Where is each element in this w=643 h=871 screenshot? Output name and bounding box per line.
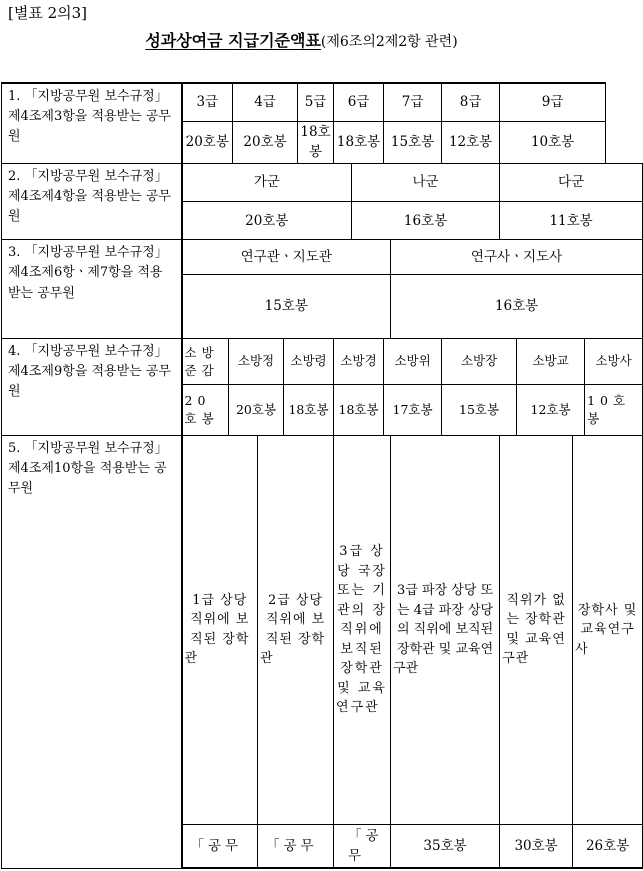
edu-post-2: 2급 상당 직위에 보직된 장학관 (258, 435, 334, 824)
fire-rank-7-value: 12호봉 (517, 385, 585, 435)
row1-label: 1. 「지방공무원 보수규정」 제4조제3항을 적용받는 공무원 (2, 83, 182, 163)
edu-post-1-value: 「공무 (182, 825, 258, 868)
group-na-value: 16호봉 (352, 201, 500, 239)
grade-5: 5급 (298, 83, 334, 121)
fire-rank-5: 소방위 (384, 339, 442, 385)
document-title-line (0, 28, 603, 51)
group-da: 다군 (500, 163, 643, 201)
fire-rank-6-value: 15호봉 (442, 385, 517, 435)
fire-rank-4: 소방경 (334, 339, 384, 385)
document-title: 성과상여금 지급기준액표 (145, 31, 321, 50)
edu-post-3: 3급 상당 국장 또는 기관의 장 직위에 보직된 장학관 및 교육연구관 (334, 435, 391, 824)
row3-header (2, 240, 643, 274)
fire-rank-7: 소방교 (517, 339, 585, 385)
edu-post-5: 직위가 없는 장학관 및 교육연구관 (500, 435, 573, 824)
grade-9-value: 10호봉 (500, 121, 606, 163)
edu-post-4-value: 35호봉 (391, 825, 500, 868)
grade-9: 9급 (500, 83, 606, 121)
fire-rank-2-value: 20호봉 (229, 385, 284, 435)
row4-label: 4. 「지방공무원 보수규정」 제4조제9항을 적용받는 공무원 (2, 339, 182, 436)
researcher-senior: 연구관ㆍ지도관 (182, 240, 391, 274)
grade-6-value: 18호봉 (334, 121, 384, 163)
group-na: 나군 (352, 163, 500, 201)
grade-3-value: 20호봉 (182, 121, 233, 163)
edu-post-6: 장학사 및 교육연구사 (573, 435, 643, 824)
row2-header (2, 163, 643, 201)
fire-rank-8-value: 10호봉 (585, 385, 643, 435)
edu-post-4: 3급 파장 상당 또는 4급 파장 상당의 직위에 보직된 장학관 및 교육연구관 (391, 435, 500, 824)
grade-5-value: 18호봉 (298, 121, 334, 163)
researcher-senior-value: 15호봉 (182, 274, 391, 339)
row5-label: 5. 「지방공무원 보수규정」 제4조제10항을 적용받는 공무원 (2, 435, 182, 868)
researcher-junior: 연구사ㆍ지도사 (391, 240, 643, 274)
grade-4-value: 20호봉 (233, 121, 298, 163)
fire-rank-3: 소방령 (284, 339, 334, 385)
row1-header (2, 83, 643, 121)
grade-8-value: 12호봉 (442, 121, 500, 163)
fire-rank-1: 소방준감 (182, 339, 229, 385)
group-ga: 가군 (182, 163, 352, 201)
grade-7: 7급 (384, 83, 442, 121)
fire-rank-4-value: 18호봉 (334, 385, 384, 435)
edu-post-3-value: 「공무 (334, 825, 391, 868)
annex-reference: [별표 2의3] (8, 4, 88, 22)
fire-rank-6: 소방장 (442, 339, 517, 385)
grade-6: 6급 (334, 83, 384, 121)
row5-header (2, 435, 643, 824)
row3-label: 3. 「지방공무원 보수규정」 제4조제6항ㆍ제7항을 적용받는 공무원 (2, 240, 182, 339)
row4-header (2, 339, 643, 385)
fire-rank-1-value: 20호봉 (182, 385, 229, 435)
fire-rank-3-value: 18호봉 (284, 385, 334, 435)
grade-8: 8급 (442, 83, 500, 121)
row2-label: 2. 「지방공무원 보수규정」 제4조제4항을 적용받는 공무원 (2, 163, 182, 240)
edu-post-1: 1급 상당 직위에 보직된 장학관 (182, 435, 258, 824)
fire-rank-5-value: 17호봉 (384, 385, 442, 435)
fire-rank-2: 소방정 (229, 339, 284, 385)
group-da-value: 11호봉 (500, 201, 643, 239)
grade-3: 3급 (182, 83, 233, 121)
researcher-junior-value: 16호봉 (391, 274, 643, 339)
grade-4: 4급 (233, 83, 298, 121)
grade-7-value: 15호봉 (384, 121, 442, 163)
edu-post-5-value: 30호봉 (500, 825, 573, 868)
standard-amount-table (1, 82, 643, 869)
document-subtitle: (제6조의2제2항 관련) (320, 34, 458, 50)
group-ga-value: 20호봉 (182, 201, 352, 239)
fire-rank-8: 소방사 (585, 339, 643, 385)
edu-post-6-value: 26호봉 (573, 825, 643, 868)
edu-post-2-value: 「공무 (258, 825, 334, 868)
